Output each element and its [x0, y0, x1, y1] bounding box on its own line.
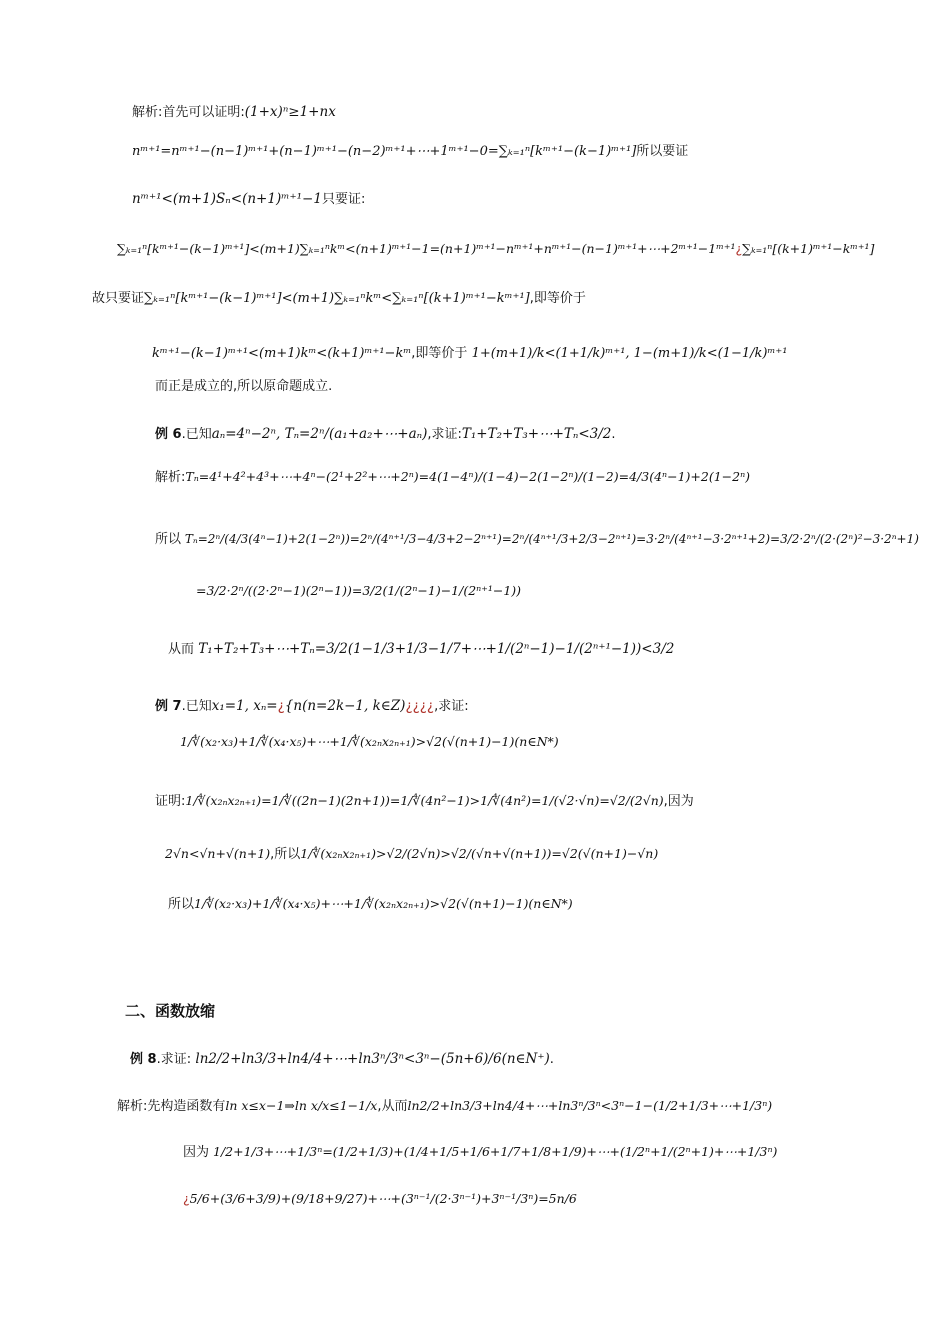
math-expression: 1/∜(x₂·x₃)+1/∜(x₄·x₅)+⋯+1/∜(x₂ₙx₂ₙ₊₁)>√2(√(n+1)−1)(n∈N*)	[180, 734, 559, 749]
math-expression: 1/2+1/3+⋯+1/3ⁿ=(1/2+1/3)+(1/4+1/5+1/6+1/7+1/8+1/9)+⋯+(1/2ⁿ+1/(2ⁿ+1)+⋯+1/3ⁿ)	[209, 1144, 778, 1159]
text-line	[132, 190, 365, 209]
text-line	[155, 425, 616, 444]
text-segment: ,即等价于	[529, 291, 586, 306]
text-line	[180, 733, 559, 751]
text-segment: .求证:	[156, 1052, 192, 1067]
text-segment: 因为	[183, 1145, 210, 1160]
text-line	[183, 1190, 577, 1208]
text-segment: 解析:首先可以证明:	[132, 105, 245, 120]
text-line	[117, 1097, 772, 1116]
text-line	[132, 143, 688, 161]
text-segment: 解析:先构造函数有	[117, 1099, 226, 1114]
math-expression: 5/6+(3/6+3/9)+(9/18+9/27)+⋯+(3ⁿ⁻¹/(2·3ⁿ⁻¹)+3ⁿ⁻¹/3ⁿ)=5n/6	[189, 1191, 577, 1206]
math-expression: =3/2·2ⁿ/((2·2ⁿ−1)(2ⁿ−1))=3/2(1/(2ⁿ−1)−1/(2ⁿ⁺¹−1))	[196, 583, 522, 598]
math-expression: Tₙ=4¹+4²+4³+⋯+4ⁿ−(2¹+2²+⋯+2ⁿ)=4(1−4ⁿ)/(1−4)−2(1−2ⁿ)/(1−2)=4/3(4ⁿ−1)+2(1−2ⁿ)	[185, 469, 751, 484]
text-segment: ,因为	[663, 794, 694, 809]
math-expression: ∑ₖ₌₁ⁿ[kᵐ⁺¹−(k−1)ᵐ⁺¹]<(m+1)∑ₖ₌₁ⁿkᵐ<∑ₖ₌₁ⁿ[(k+1)ᵐ⁺¹−kᵐ⁺¹]	[144, 291, 530, 306]
math-expression: 1/∜(x₂ₙx₂ₙ₊₁)=1/∜((2n−1)(2n+1))=1/∜(4n²−1)>1/∜(4n²)=1/(√2·√n)=√2/(2√n)	[185, 793, 664, 808]
math-expression: ln2/2+ln3/3+ln4/4+⋯+ln3ⁿ/3ⁿ<3ⁿ−1−(1/2+1/3+⋯+1/3ⁿ)	[407, 1098, 773, 1113]
text-line	[92, 290, 586, 308]
math-expression: kᵐ⁺¹−(k−1)ᵐ⁺¹<(m+1)kᵐ<(k+1)ᵐ⁺¹−kᵐ	[152, 346, 412, 361]
text-segment: 从而	[168, 642, 195, 657]
text-segment: 例 8	[130, 1052, 157, 1067]
text-line	[196, 582, 521, 600]
text-line	[155, 530, 919, 549]
math-expression: 1/∜(x₂ₙx₂ₙ₊₁)>√2/(2√n)>√2/(√n+√(n+1))=√2(√(n+1)−√n)	[300, 846, 659, 861]
math-expression: x₁=1, xₙ=	[211, 698, 278, 714]
text-segment: ,所以	[270, 847, 301, 862]
math-expression: ln2/2+ln3/3+ln4/4+⋯+ln3ⁿ/3ⁿ<3ⁿ−(5n+6)/6(n∈N⁺)	[191, 1051, 550, 1067]
text-segment: ¿	[277, 698, 285, 714]
text-segment: ¿¿¿¿	[405, 698, 435, 714]
math-expression: T₁+T₂+T₃+⋯+Tₙ<3/2	[461, 426, 612, 442]
text-segment: ¿	[183, 1191, 190, 1206]
math-expression: 1/∜(x₂·x₃)+1/∜(x₄·x₅)+⋯+1/∜(x₂ₙx₂ₙ₊₁)>√2(√(n+1)−1)(n∈N*)	[194, 896, 573, 911]
text-line	[168, 895, 573, 914]
text-line	[155, 468, 750, 487]
text-segment: 所以	[155, 532, 182, 547]
text-segment: 只要证:	[321, 192, 366, 207]
text-segment: 解析:	[155, 470, 186, 485]
text-line	[130, 1050, 554, 1069]
text-line	[165, 845, 658, 864]
text-segment: 所以	[168, 897, 195, 912]
math-expression: {n(n=2k−1, k∈Z)	[284, 698, 406, 714]
text-segment: .	[549, 1052, 554, 1067]
text-line	[183, 1143, 777, 1162]
text-line	[155, 377, 332, 396]
text-segment: 故只要证	[92, 291, 145, 306]
math-expression: ∑ₖ₌₁ⁿ[(k+1)ᵐ⁺¹−kᵐ⁺¹]	[742, 241, 875, 256]
text-line	[155, 792, 694, 811]
text-segment: ¿	[735, 241, 743, 256]
math-expression: ln x≤x−1⇒ln x/x≤1−1/x	[225, 1098, 378, 1113]
text-segment: 而正是成立的,所以原命题成立.	[155, 379, 333, 394]
text-line	[152, 345, 788, 363]
text-line	[117, 240, 874, 258]
text-segment: ,求证:	[434, 699, 469, 714]
math-expression: nᵐ⁺¹<(m+1)Sₙ<(n+1)ᵐ⁺¹−1	[132, 191, 322, 207]
text-segment: .	[611, 427, 616, 442]
text-segment: 例 7	[155, 699, 182, 714]
math-expression: ∑ₖ₌₁ⁿ[kᵐ⁺¹−(k−1)ᵐ⁺¹]<(m+1)∑ₖ₌₁ⁿkᵐ<(n+1)ᵐ⁺¹−1=(n+1)ᵐ⁺¹−nᵐ⁺¹+nᵐ⁺¹−(n−1)ᵐ⁺¹+⋯+2ᵐ⁺¹−1ᵐ⁺¹	[117, 241, 736, 256]
text-segment: ,从而	[377, 1099, 408, 1114]
text-segment: 例 6	[155, 427, 182, 442]
text-segment: ,求证:	[427, 427, 462, 442]
text-segment: .已知	[181, 427, 212, 442]
math-expression: (1+x)ⁿ≥1+nx	[244, 104, 336, 120]
section-heading: 二、函数放缩	[125, 1002, 216, 1020]
math-expression: nᵐ⁺¹=nᵐ⁺¹−(n−1)ᵐ⁺¹+(n−1)ᵐ⁺¹−(n−2)ᵐ⁺¹+⋯+1ᵐ⁺¹−0=∑ₖ₌₁ⁿ[kᵐ⁺¹−(k−1)ᵐ⁺¹]	[132, 144, 637, 159]
math-expression: T₁+T₂+T₃+⋯+Tₙ=3/2(1−1/3+1/3−1/7+⋯+1/(2ⁿ−1)−1/(2ⁿ⁺¹−1))<3/2	[194, 641, 675, 657]
text-line	[132, 103, 336, 122]
math-expression: aₙ=4ⁿ−2ⁿ, Tₙ=2ⁿ/(a₁+a₂+⋯+aₙ)	[211, 426, 428, 442]
text-segment: .已知	[181, 699, 212, 714]
math-expression: 1+(m+1)/k<(1+1/k)ᵐ⁺¹, 1−(m+1)/k<(1−1/k)ᵐ⁺¹	[467, 346, 788, 361]
text-line	[168, 640, 674, 659]
text-segment: 证明:	[155, 794, 186, 809]
math-expression: 2√n<√n+√(n+1)	[165, 846, 271, 861]
math-expression: Tₙ=2ⁿ/(4/3(4ⁿ−1)+2(1−2ⁿ))=2ⁿ/(4ⁿ⁺¹/3−4/3+2−2ⁿ⁺¹)=2ⁿ/(4ⁿ⁺¹/3+2/3−2ⁿ⁺¹)=3·2ⁿ/(4ⁿ⁺¹−3·2ⁿ⁺¹+2)=3/2·2ⁿ/(2·(2ⁿ)²−3·2ⁿ+1)	[181, 532, 919, 546]
text-segment: 所以要证	[636, 144, 689, 159]
text-line	[155, 697, 469, 716]
text-segment: ,即等价于	[411, 346, 468, 361]
